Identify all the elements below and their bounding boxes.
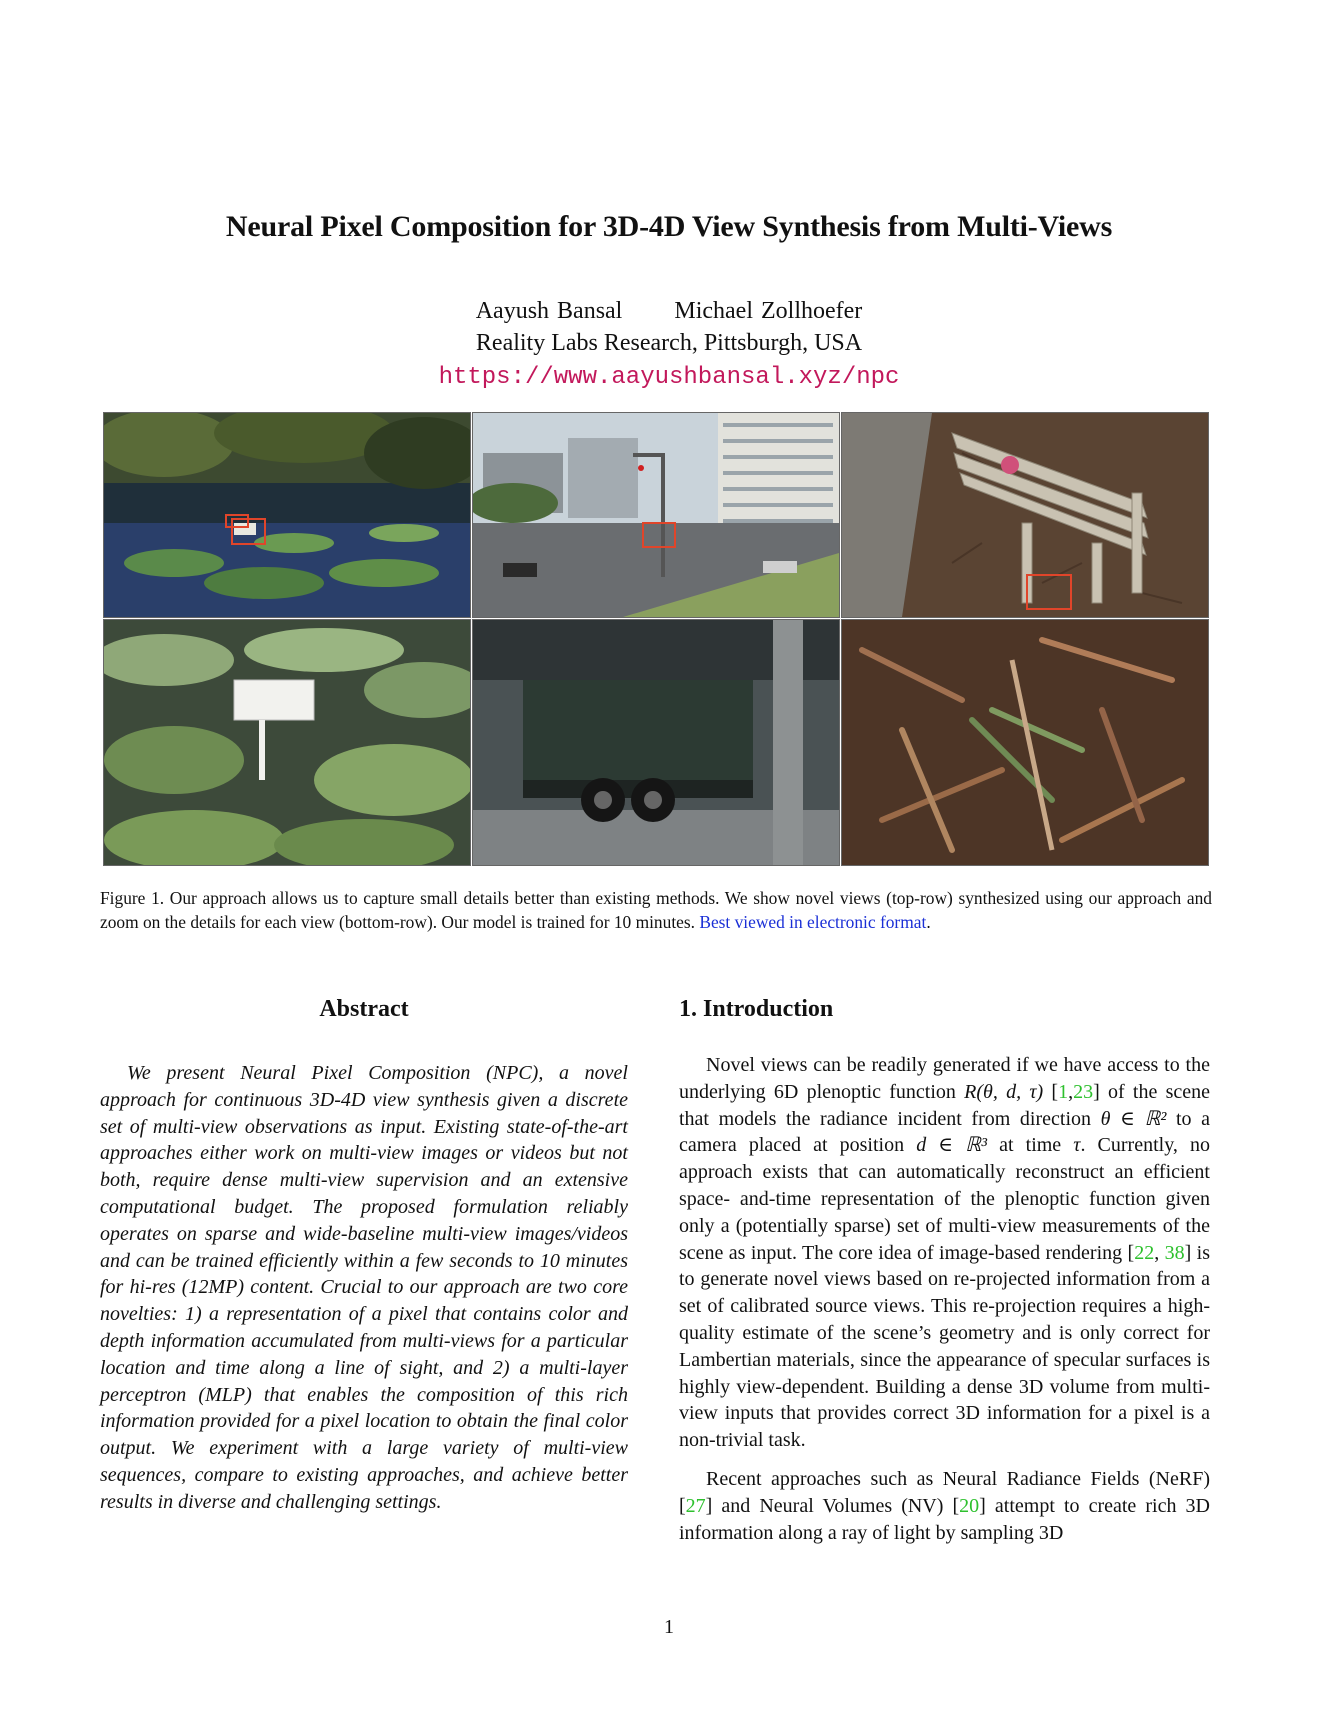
city-zoom-image: [472, 619, 840, 866]
pond-view-image: [103, 412, 471, 618]
citation[interactable]: 22: [1134, 1241, 1155, 1264]
intro-text: and Neural Volumes (NV): [712, 1494, 953, 1517]
project-url[interactable]: https://www.aayushbansal.xyz/npc: [438, 364, 900, 391]
intro-text: of the scene that models the radiance incident from direction: [679, 1080, 1210, 1130]
abstract-paragraph: We present Neural Pixel Composition (NPC), a novel approach for continuous 3D-4D view synthesis given a discrete set of multi-view observations as input. Existing state-of-the-art approaches either work on multi-view images or videos but not both, require dense multi-view supervision and an extensive computational budget. The proposed formulation reliably operates on sparse and wide-baseline multi-view images/videos and can be trained efficiently within a few seconds to 10 minutes for hi-res (12MP) content. Crucial to our approach are two core novelties: 1) a representation of a pixel that contains color and depth information accumulated from multi-views for a particular location and time along a line of sight, and 2) a multi-layer perceptron (MLP) that enables the composition of this rich information provided for a pixel location to obtain the final color output. We experiment with a large variety of multi-view sequences, compare to existing approaches, and achieve better results in diverse and challenging settings.: [100, 1062, 628, 1513]
bench-zoom-image: [841, 619, 1209, 866]
citation[interactable]: 27: [685, 1494, 706, 1517]
abstract-heading: Abstract: [319, 996, 409, 1022]
page-number: 1: [664, 1616, 674, 1638]
figure-caption: [100, 886, 1212, 934]
pond-zoom-image: [103, 619, 471, 866]
abstract-body: [100, 1060, 628, 1516]
intro-paragraph-1: Novel views can be readily generated if we have access to the underlying 6D plenoptic function R(θ, d, τ) [1,23] of the scene that models the radiance incident from direction θ ∈ ℝ² to a camera placed at position d ∈ ℝ³ at time τ. Currently, no approach exists that can automatically reconstruct an efficient space- and-time representation of the plenoptic function given only a (potentially sparse) set of multi-view measurements of the scene as input. The core idea of image-based rendering [22, 38] is to generate novel views based on re-projected information from a set of calibrated source views. This re-projection requires a high-quality estimate of the scene’s geometry and is only correct for Lambertian materials, since the appearance of specular surfaces is highly view-dependent. Building a dense 3D volume from multi-view inputs that provides correct 3D information for a pixel is a non-trivial task.: [679, 1054, 1211, 1452]
math-position: d ∈ ℝ³: [916, 1134, 988, 1157]
intro-text: . Currently, no approach exists that can automatically reconstruct an efficient space- and-time representation of the plenoptic function given only a (potentially sparse) set of multi-view measurements of the scene as input. The core idea of image-based rendering: [679, 1134, 1210, 1264]
introduction-body: [679, 1052, 1210, 1558]
citation[interactable]: 38: [1164, 1241, 1185, 1264]
citation[interactable]: 23: [1073, 1080, 1094, 1103]
author-name: Aayush Bansal: [475, 298, 623, 324]
figure-1: [103, 412, 1209, 864]
affiliation: Reality Labs Research, Pittsburgh, USA: [475, 330, 863, 356]
math-tau: τ: [1073, 1134, 1081, 1157]
citation[interactable]: 1: [1058, 1080, 1069, 1103]
intro-text: Recent approaches such as Neural Radiance Fields (NeRF): [706, 1467, 1210, 1490]
caption-text: Figure 1. Our approach allows us to capture small details better than existing methods. We show novel views (top-row) synthesized using our approach and zoom on the details for each view (bottom-row). Our model is trained for 10 minutes.: [100, 888, 1212, 932]
intro-text: at time: [987, 1134, 1074, 1157]
intro-text: to a camera placed at position: [679, 1107, 1210, 1157]
bench-view-image: [841, 412, 1209, 618]
intro-text: attempt to create rich 3D information along a ray of light by sampling 3D: [679, 1494, 1210, 1544]
author-name: Michael Zollhoefer: [674, 298, 863, 324]
paper-title: Neural Pixel Composition for 3D-4D View Synthesis from Multi-Views: [225, 210, 1113, 243]
intro-paragraph-2: Recent approaches such as Neural Radiance Fields (NeRF) [27] and Neural Volumes (NV) [20] attempt to create rich 3D information along a ray of light by sampling 3D: [679, 1467, 1210, 1544]
city-view-image: [472, 412, 840, 618]
math-plenoptic-function: R(θ, d, τ): [964, 1080, 1044, 1103]
author-list: [0, 298, 1338, 325]
intro-text: Novel views can be readily generated if we have access to the underlying 6D plenoptic function: [679, 1054, 1210, 1103]
introduction-heading: 1. Introduction: [679, 996, 834, 1022]
intro-text: is to generate novel views based on re-projected information from a set of calibrated source views. This re-projection requires a high-quality estimate of the scene’s geometry and is only correct for Lambertian materials, since the appearance of specular surfaces is highly view-dependent. Building a dense 3D volume from multi-view inputs that provides correct 3D information for a pixel is a non-trivial task.: [679, 1241, 1211, 1452]
caption-end: .: [926, 912, 931, 932]
caption-link[interactable]: Best viewed in electronic format: [699, 912, 927, 932]
citation[interactable]: 20: [959, 1494, 980, 1517]
math-theta: θ ∈ ℝ²: [1100, 1107, 1167, 1130]
